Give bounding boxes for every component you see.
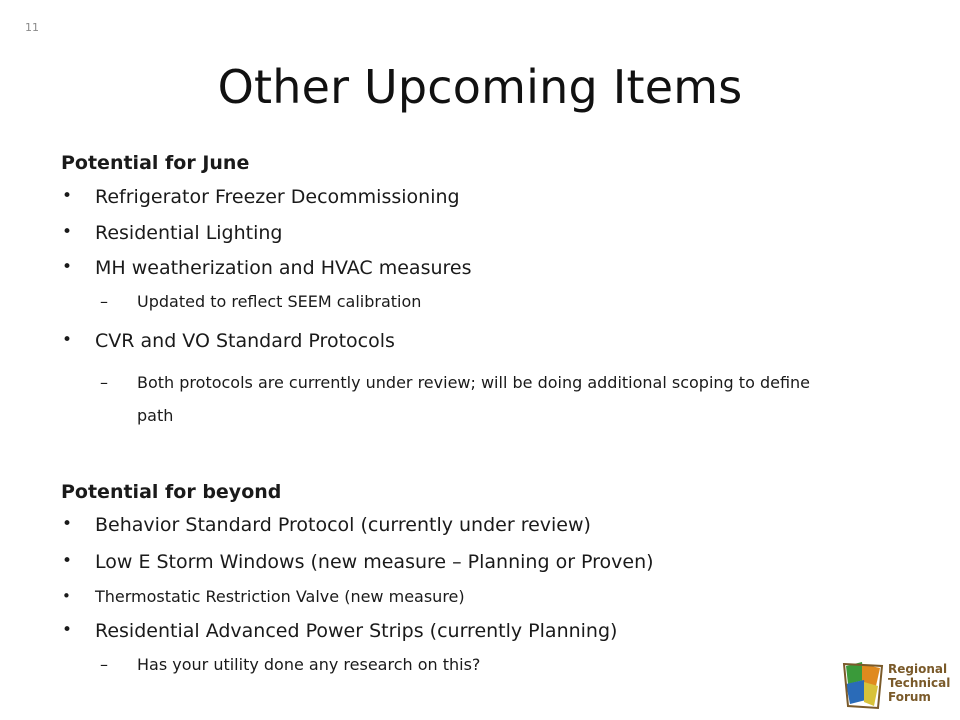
bullet-icon: • bbox=[62, 222, 73, 242]
bullet-text: Refrigerator Freezer Decommissioning bbox=[95, 186, 460, 208]
dash-icon: – bbox=[100, 373, 108, 392]
bullet-item bbox=[62, 620, 618, 642]
rtf-logo-text bbox=[888, 662, 950, 704]
bullet-item bbox=[62, 186, 460, 208]
sub-bullet-item bbox=[100, 655, 481, 674]
slide-title: Other Upcoming Items bbox=[217, 60, 743, 114]
bullet-icon: • bbox=[62, 514, 73, 534]
logo-line-1: Regional bbox=[888, 662, 948, 676]
sub-bullet-text: Updated to reflect SEEM calibration bbox=[137, 292, 422, 311]
bullet-text: MH weatherization and HVAC measures bbox=[95, 257, 472, 279]
bullet-item bbox=[62, 257, 472, 279]
bullet-icon: • bbox=[62, 186, 73, 206]
bullet-text: CVR and VO Standard Protocols bbox=[95, 330, 395, 352]
bullet-icon: • bbox=[62, 257, 73, 277]
bullet-item bbox=[62, 330, 395, 352]
sub-bullet-text: Has your utility done any research on this? bbox=[137, 655, 481, 674]
rtf-logo bbox=[842, 660, 950, 710]
section-heading-beyond: Potential for beyond bbox=[61, 481, 282, 503]
bullet-icon: • bbox=[62, 330, 73, 350]
bullet-icon: • bbox=[62, 620, 73, 640]
bullet-item bbox=[62, 514, 591, 536]
bullet-item bbox=[62, 587, 465, 606]
bullet-icon: • bbox=[62, 551, 73, 571]
rtf-logo-icon bbox=[842, 660, 886, 710]
bullet-item bbox=[62, 222, 283, 244]
dash-icon: – bbox=[100, 655, 108, 674]
bullet-text: Residential Lighting bbox=[95, 222, 283, 244]
bullet-item bbox=[62, 551, 654, 573]
sub-bullet-item bbox=[100, 292, 422, 311]
bullet-text: Thermostatic Restriction Valve (new measure) bbox=[95, 587, 465, 606]
slide-number: 11 bbox=[25, 21, 39, 34]
logo-line-2: Technical bbox=[888, 676, 951, 690]
bullet-text: Low E Storm Windows (new measure – Planning or Proven) bbox=[95, 551, 654, 573]
bullet-text: Residential Advanced Power Strips (currently Planning) bbox=[95, 620, 618, 642]
bullet-icon: • bbox=[62, 587, 71, 605]
sub-bullet-item bbox=[100, 366, 837, 432]
logo-square-blue bbox=[846, 680, 866, 704]
logo-line-3: Forum bbox=[888, 690, 931, 704]
bullet-text: Behavior Standard Protocol (currently under review) bbox=[95, 514, 591, 536]
sub-bullet-text: Both protocols are currently under review; will be doing additional scoping to define path bbox=[137, 373, 810, 425]
logo-square-yellow bbox=[864, 682, 878, 706]
dash-icon: – bbox=[100, 292, 108, 311]
section-heading-june: Potential for June bbox=[61, 152, 250, 174]
